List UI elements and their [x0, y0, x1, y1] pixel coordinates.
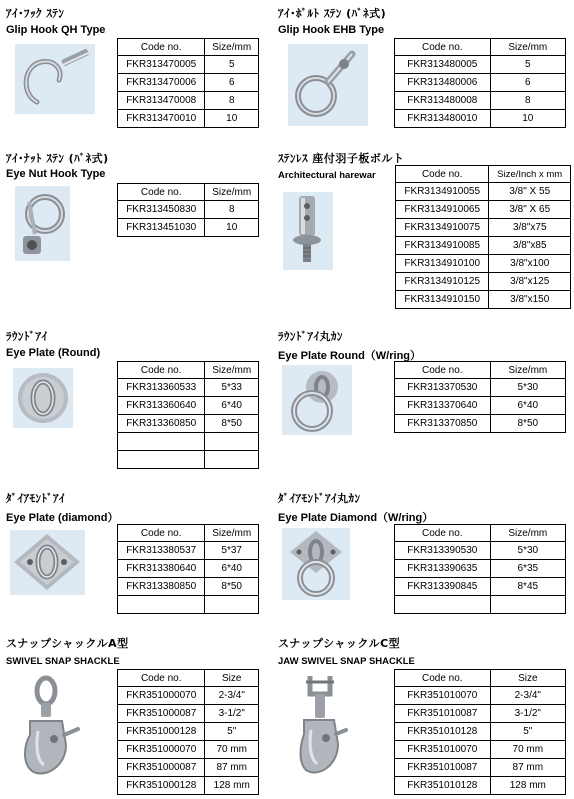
code-cell: FKR313360850 — [118, 415, 205, 433]
swivel-snap-shackle-photo — [14, 675, 89, 790]
column-header-size: Size — [205, 670, 259, 687]
size-cell: 3/8" X 55 — [489, 183, 571, 201]
table-row — [118, 741, 259, 759]
table-header-row — [395, 362, 566, 379]
column-header-size: Size/mm — [205, 184, 259, 201]
size-cell: 5*33 — [205, 379, 259, 397]
size-cell: 70 mm — [490, 741, 565, 759]
table-row — [396, 255, 571, 273]
table-row — [395, 560, 566, 578]
section-title-en: SWIVEL SNAP SHACKLE — [6, 656, 120, 667]
size-cell: 5 — [205, 56, 259, 74]
column-header-size: Size/mm — [205, 525, 259, 542]
size-cell: 8 — [205, 92, 259, 110]
code-cell: FKR313480006 — [395, 74, 491, 92]
section-title-jp: ｱｲ･ﾅｯﾄ ｽﾃﾝ (ﾊﾞﾈ式) — [6, 152, 109, 165]
column-header-code: Code no. — [396, 166, 489, 183]
code-cell: FKR313480008 — [395, 92, 491, 110]
code-cell: FKR351010087 — [395, 705, 491, 723]
size-cell: 3/8"x125 — [489, 273, 571, 291]
spec-table — [395, 165, 571, 309]
section-title-en: Glip Hook QH Type — [6, 24, 106, 36]
column-header-size: Size/mm — [490, 362, 565, 379]
code-cell: FKR351000128 — [118, 777, 205, 795]
code-cell: FKR3134910065 — [396, 201, 489, 219]
code-cell: FKR313370850 — [395, 415, 491, 433]
table-row — [395, 379, 566, 397]
section-title-en: Glip Hook EHB Type — [278, 24, 385, 36]
size-cell: 3-1/2" — [205, 705, 259, 723]
column-header-code: Code no. — [395, 670, 491, 687]
eye-plate-diamond-ring-photo — [282, 528, 350, 600]
table-row — [118, 219, 259, 237]
code-cell: FKR313390845 — [395, 578, 491, 596]
section-title-en: Eye Plate Diamond（W/ring） — [278, 512, 434, 524]
code-cell: FKR313470008 — [118, 92, 205, 110]
size-cell: 6*35 — [490, 560, 565, 578]
size-cell: 3/8"x150 — [489, 291, 571, 309]
table-row — [395, 578, 566, 596]
eye-hook-qh-photo — [15, 44, 95, 114]
code-cell: FKR3134910085 — [396, 237, 489, 255]
size-cell: 128 mm — [205, 777, 259, 795]
table-header-row — [118, 362, 259, 379]
code-cell: FKR313480010 — [395, 110, 491, 128]
code-cell: FKR3134910125 — [396, 273, 489, 291]
table-row — [118, 92, 259, 110]
table-row — [395, 74, 566, 92]
size-cell: 10 — [205, 110, 259, 128]
table-row — [118, 578, 259, 596]
architectural-bolt-photo — [283, 192, 333, 270]
code-cell: FKR351000087 — [118, 759, 205, 777]
column-header-code: Code no. — [118, 362, 205, 379]
code-cell: FKR313470006 — [118, 74, 205, 92]
code-cell: FKR351010128 — [395, 777, 491, 795]
size-cell: 3/8"x100 — [489, 255, 571, 273]
table-row — [395, 56, 566, 74]
table-row — [395, 415, 566, 433]
table-header-row — [118, 670, 259, 687]
table-row — [395, 397, 566, 415]
column-header-size: Size/mm — [205, 362, 259, 379]
code-cell: FKR351000087 — [118, 705, 205, 723]
code-cell: FKR3134910100 — [396, 255, 489, 273]
column-header-size: Size/Inch x mm — [489, 166, 571, 183]
table-row — [395, 759, 566, 777]
size-cell: 10 — [490, 110, 565, 128]
spec-table — [394, 361, 566, 433]
spec-table — [117, 361, 259, 469]
code-cell — [118, 433, 205, 451]
column-header-size: Size/mm — [490, 525, 565, 542]
table-row — [118, 777, 259, 795]
code-cell: FKR313470010 — [118, 110, 205, 128]
table-row — [396, 183, 571, 201]
section-title-jp: ｱｲ･ﾎﾞﾙﾄ ｽﾃﾝ (ﾊﾞﾈ式) — [278, 7, 387, 20]
size-cell: 2-3/4" — [490, 687, 565, 705]
table-row — [118, 201, 259, 219]
spec-table — [117, 524, 259, 614]
spec-table — [117, 669, 259, 795]
size-cell: 8 — [205, 201, 259, 219]
table-row — [395, 92, 566, 110]
code-cell: FKR313360533 — [118, 379, 205, 397]
table-row — [395, 110, 566, 128]
table-row — [118, 56, 259, 74]
code-cell: FKR313390530 — [395, 542, 491, 560]
size-cell: 3-1/2" — [490, 705, 565, 723]
column-header-code: Code no. — [395, 525, 491, 542]
size-cell: 5*30 — [490, 379, 565, 397]
code-cell: FKR313370640 — [395, 397, 491, 415]
table-row — [118, 110, 259, 128]
size-cell: 5*30 — [490, 542, 565, 560]
size-cell: 5" — [490, 723, 565, 741]
spec-table — [117, 183, 259, 237]
size-cell: 6*40 — [490, 397, 565, 415]
size-cell: 6 — [490, 74, 565, 92]
table-row — [118, 433, 259, 451]
size-cell: 8*50 — [205, 415, 259, 433]
table-header-row — [395, 39, 566, 56]
code-cell: FKR351000128 — [118, 723, 205, 741]
column-header-code: Code no. — [395, 39, 491, 56]
code-cell: FKR313360640 — [118, 397, 205, 415]
table-row — [395, 741, 566, 759]
code-cell — [395, 596, 491, 614]
section-title-en: Eye Plate (Round) — [6, 347, 101, 359]
table-row — [118, 74, 259, 92]
size-cell: 87 mm — [205, 759, 259, 777]
code-cell: FKR313451030 — [118, 219, 205, 237]
table-header-row — [118, 184, 259, 201]
table-row — [118, 415, 259, 433]
table-row — [395, 777, 566, 795]
size-cell: 3/8"x85 — [489, 237, 571, 255]
column-header-code: Code no. — [118, 670, 205, 687]
code-cell: FKR313380850 — [118, 578, 205, 596]
code-cell — [118, 451, 205, 469]
size-cell: 2-3/4" — [205, 687, 259, 705]
table-header-row — [118, 39, 259, 56]
size-cell: 5" — [205, 723, 259, 741]
spec-table — [394, 669, 566, 795]
size-cell: 5 — [490, 56, 565, 74]
eye-plate-round-photo — [13, 368, 73, 428]
size-cell: 8*50 — [490, 415, 565, 433]
column-header-size: Size — [490, 670, 565, 687]
section-title-jp: ﾀﾞｲｱﾓﾝﾄﾞｱｲ — [6, 492, 65, 505]
section-title-en: Eye Plate (diamond） — [6, 512, 119, 524]
size-cell: 8 — [490, 92, 565, 110]
code-cell: FKR313480005 — [395, 56, 491, 74]
table-row — [396, 201, 571, 219]
code-cell — [118, 596, 205, 614]
code-cell: FKR351010070 — [395, 687, 491, 705]
spec-table — [394, 38, 566, 128]
size-cell: 6 — [205, 74, 259, 92]
size-cell: 3/8"x75 — [489, 219, 571, 237]
section-title-jp: スナップシャックルA型 — [6, 637, 129, 650]
table-row — [118, 759, 259, 777]
section-title-en: Architectural harewar — [278, 170, 376, 181]
spec-table — [117, 38, 259, 128]
table-row — [118, 687, 259, 705]
table-row — [118, 397, 259, 415]
eye-nut-hook-photo — [15, 186, 70, 261]
code-cell: FKR313380537 — [118, 542, 205, 560]
size-cell: 3/8" X 65 — [489, 201, 571, 219]
table-row — [118, 596, 259, 614]
size-cell: 8*45 — [490, 578, 565, 596]
column-header-size: Size/mm — [490, 39, 565, 56]
size-cell: 6*40 — [205, 397, 259, 415]
column-header-code: Code no. — [118, 525, 205, 542]
section-title-en: JAW SWIVEL SNAP SHACKLE — [278, 656, 415, 667]
size-cell: 87 mm — [490, 759, 565, 777]
size-cell — [205, 596, 259, 614]
code-cell: FKR313380640 — [118, 560, 205, 578]
size-cell: 128 mm — [490, 777, 565, 795]
table-row — [118, 451, 259, 469]
table-row — [396, 273, 571, 291]
table-header-row — [395, 525, 566, 542]
table-row — [118, 542, 259, 560]
size-cell: 6*40 — [205, 560, 259, 578]
section-title-jp: ﾗｳﾝﾄﾞｱｲ丸ｶﾝ — [278, 330, 343, 343]
table-row — [395, 687, 566, 705]
code-cell: FKR351010087 — [395, 759, 491, 777]
code-cell: FKR351000070 — [118, 741, 205, 759]
eye-plate-diamond-photo — [10, 530, 85, 595]
table-row — [118, 560, 259, 578]
size-cell — [205, 433, 259, 451]
size-cell: 5*37 — [205, 542, 259, 560]
table-row — [395, 542, 566, 560]
table-header-row — [118, 525, 259, 542]
table-row — [395, 723, 566, 741]
code-cell: FKR3134910075 — [396, 219, 489, 237]
code-cell: FKR313370530 — [395, 379, 491, 397]
code-cell: FKR3134910055 — [396, 183, 489, 201]
size-cell: 8*50 — [205, 578, 259, 596]
eye-plate-round-ring-photo — [282, 365, 352, 435]
section-title-jp: スナップシャックルC型 — [278, 637, 401, 650]
table-row — [396, 237, 571, 255]
table-row — [395, 705, 566, 723]
code-cell: FKR351010128 — [395, 723, 491, 741]
table-row — [396, 219, 571, 237]
code-cell: FKR3134910150 — [396, 291, 489, 309]
eye-bolt-ehb-photo — [288, 44, 368, 126]
column-header-code: Code no. — [395, 362, 491, 379]
table-row — [118, 379, 259, 397]
table-row — [395, 596, 566, 614]
column-header-code: Code no. — [118, 184, 205, 201]
section-title-jp: ｽﾃﾝﾚｽ 座付羽子板ボルト — [278, 152, 405, 165]
size-cell — [205, 451, 259, 469]
table-header-row — [396, 166, 571, 183]
code-cell: FKR313390635 — [395, 560, 491, 578]
spec-table — [394, 524, 566, 614]
section-title-jp: ﾗｳﾝﾄﾞｱｲ — [6, 330, 48, 343]
table-row — [118, 723, 259, 741]
code-cell: FKR313450830 — [118, 201, 205, 219]
section-title-jp: ﾀﾞｲｱﾓﾝﾄﾞｱｲ丸ｶﾝ — [278, 492, 361, 505]
code-cell: FKR351010070 — [395, 741, 491, 759]
section-title-en: Eye Nut Hook Type — [6, 168, 106, 180]
jaw-swivel-snap-shackle-photo — [290, 672, 350, 790]
table-row — [396, 291, 571, 309]
size-cell: 10 — [205, 219, 259, 237]
size-cell — [490, 596, 565, 614]
section-title-en: Eye Plate Round（W/ring） — [278, 350, 422, 362]
code-cell: FKR351000070 — [118, 687, 205, 705]
column-header-code: Code no. — [118, 39, 205, 56]
table-header-row — [395, 670, 566, 687]
code-cell: FKR313470005 — [118, 56, 205, 74]
column-header-size: Size/mm — [205, 39, 259, 56]
section-title-jp: ｱｲ･ﾌｯｸ ｽﾃﾝ — [6, 7, 65, 20]
table-row — [118, 705, 259, 723]
size-cell: 70 mm — [205, 741, 259, 759]
